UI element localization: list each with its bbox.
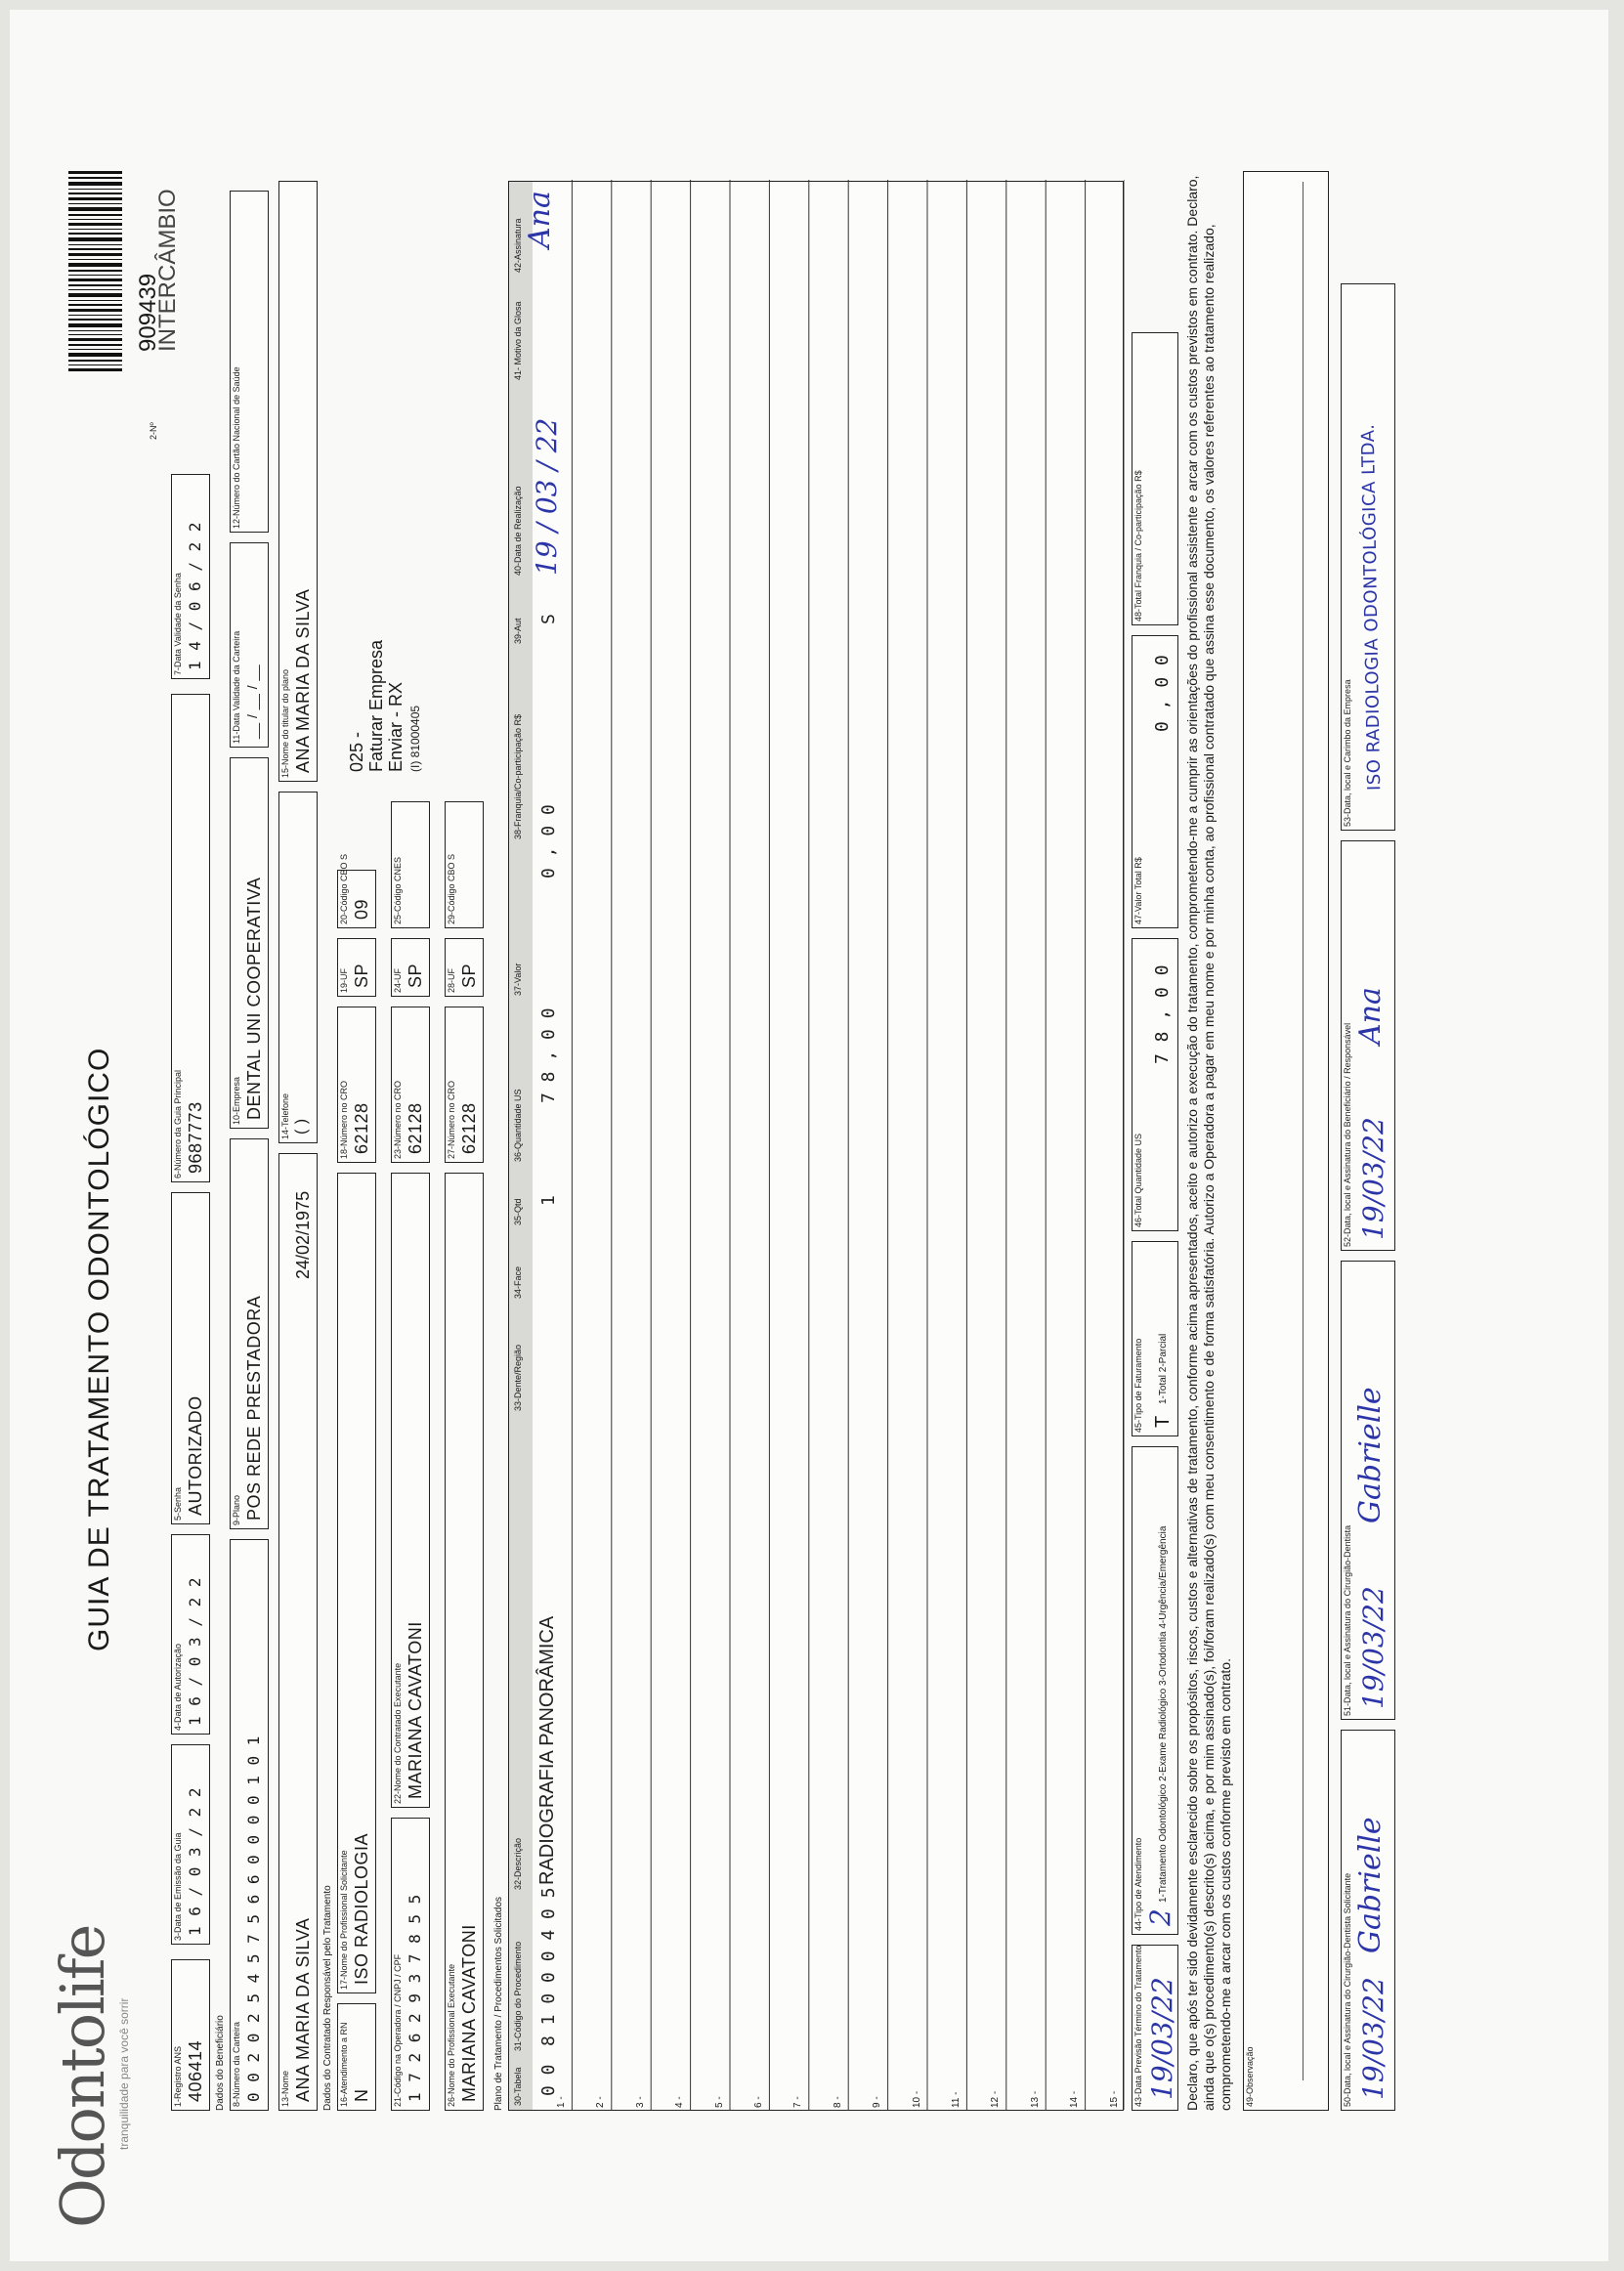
field-20-cbo: 20-Código CBO S 09 [337, 870, 376, 928]
col-dente: 33-Dente/Região [513, 1344, 523, 1411]
col-face: 34-Face [513, 1265, 523, 1299]
row-number: 5 - [713, 2096, 725, 2108]
field-15-titular: 15-Nome do titular do plano ANA MARIA DA SILVA [278, 181, 318, 782]
birth-date: 24/02/1975 [293, 1190, 313, 1279]
col-aut: 39-Aut [513, 618, 523, 644]
procedures-grid [509, 180, 1125, 2110]
row-number: 11 - [951, 2091, 962, 2108]
row-number: 13 - [1029, 2090, 1041, 2108]
col-valor: 37-Valor [513, 963, 523, 996]
col-qtd: 35-Qtd [513, 1198, 523, 1225]
logo-tagline: tranquilidade para você sorrir [117, 1997, 131, 2150]
field-48-total-franquia: 48-Total Franquia / Co-participação R$ [1132, 332, 1178, 625]
field-45-tipo-faturamento: 45-Tipo de Faturamento T 1-Total 2-Parcial [1132, 1241, 1178, 1436]
row-number: 7 - [792, 2096, 804, 2108]
col-descricao: 32-Descrição [513, 1837, 523, 1890]
procedures-table [508, 181, 1124, 2111]
section-beneficiario: Dados do Beneficiário [215, 2015, 226, 2111]
row-number: 2 - [595, 2096, 607, 2108]
row-number: 12 - [990, 2090, 1002, 2108]
field-11-validade-carteira: 11-Data Validade da Carteira __ / __ / __ [230, 542, 269, 748]
row-number: 9 - [872, 2096, 883, 2108]
field-26-profissional-executante: 26-Nome do Profissional Executante MARIANA CAVATONI [445, 1173, 484, 2111]
odontolife-logo [49, 1915, 166, 2228]
field-46-total-us: 46-Total Quantidade US 7 8 , 0 0 [1132, 938, 1178, 1231]
field-50-assinatura-solicitante: 50-Data, local e Assinatura do Cirurgião-Dentista Solicitante 19/03/22 Gabrielle [1341, 1730, 1395, 2111]
guide-type: INTERCÂMBIO [154, 189, 181, 352]
section-procedimentos: Plano de Tratamento / Procedimentos Solicitados [493, 1896, 504, 2111]
row1-descricao: RADIOGRAFIA PANORÂMICA [536, 1615, 558, 1885]
field-7-validade-senha: 7-Data Validade da Senha 1 4 / 0 6 / 2 2 [171, 474, 210, 679]
row1-data-realizacao: 19 / 03 / 22 [531, 417, 563, 576]
field-8-carteira: 8-Número da Carteira 0 0 2 0 2 5 4 5 7 5 6 6 0 0 0 0 1 0 1 [230, 1539, 269, 2111]
field-13-nome: 13-Nome ANA MARIA DA SILVA 24/02/1975 [278, 1153, 318, 2111]
field-22-contratado-executante: 22-Nome do Contratado Executante MARIANA CAVATONI [391, 1173, 430, 1808]
logo-text: Odontolife [47, 1925, 118, 2228]
col-franquia: 38-Franquia/Co-participação R$ [513, 713, 523, 839]
field-16-rn: 16-Atendimento a RN N [337, 2003, 376, 2111]
guide-number: 909439 [135, 273, 161, 352]
scanned-document [10, 10, 1608, 2261]
field-19-uf: 19-UF SP [337, 938, 376, 997]
field-49-observacao: 49-Observação [1243, 171, 1329, 2111]
col-data-realizacao: 40-Data de Realização [513, 486, 523, 576]
field-10-empresa: 10-Empresa DENTAL UNI COOPERATIVA [230, 757, 269, 1129]
section-contratado: Dados do Contratado Responsável pelo Tratamento [322, 1885, 333, 2111]
row-number: 10 - [911, 2090, 922, 2108]
field-12-cartao-nacional: 12-Número do Cartão Nacional de Saúde [230, 191, 269, 533]
row-number: 14 - [1069, 2090, 1081, 2108]
row1-codigo: 8 1 0 0 0 4 0 5 [538, 1887, 559, 2046]
field-18-cro: 18-Número no CRO 62128 [337, 1007, 376, 1163]
field-5-senha: 5-Senha AUTORIZADO [171, 1192, 210, 1524]
barcode [68, 78, 122, 371]
field-24-uf: 24-UF SP [391, 938, 430, 997]
row1-tabela: 0 0 [538, 2064, 559, 2096]
field-23-cro: 23-Número no CRO 62128 [391, 1007, 430, 1163]
field-9-plano: 9-Plano POS REDE PRESTADORA [230, 1138, 269, 1529]
field-28-uf: 28-UF SP [445, 938, 484, 997]
col-codigo: 31-Código do Procedimento [513, 1941, 523, 2051]
field-14-telefone: 14-Telefone ( ) [278, 792, 318, 1143]
row-number: 4 - [674, 2096, 686, 2108]
number-label: 2-Nº [149, 422, 158, 440]
row-number: 3 - [634, 2096, 646, 2108]
form-sheet [10, 20, 1593, 2257]
field-4-data-autorizacao: 4-Data de Autorização 1 6 / 0 3 / 2 2 [171, 1534, 210, 1735]
field-29-cbo: 29-Código CBO S [445, 801, 484, 928]
row1-qtd-us: 7 8 , 0 0 [538, 1007, 559, 1103]
field-47-valor-total: 47-Valor Total R$ 0 , 0 0 [1132, 635, 1178, 928]
billing-note: 025 - Faturar Empresa Enviar - RX (I) 81000405 [347, 639, 422, 772]
field-25-cnes: 25-Código CNES [391, 801, 430, 928]
field-44-tipo-atendimento: 44-Tipo de Atendimento 2 1-Tratamento Odontológico 2-Exame Radiológico 3-Ortodontia 4-Urgência/Emergência [1132, 1446, 1178, 1935]
field-52-assinatura-beneficiario: 52-Data, local e Assinatura do Beneficiário / Responsável 19/03/22 Ana [1341, 840, 1395, 1251]
row-number: 6 - [753, 2096, 764, 2108]
field-53-carimbo-empresa: 53-Data, local e Carimbo da Empresa ISO RADIOLOGIA ODONTOLÓGICA LTDA. [1341, 283, 1395, 831]
company-stamp: ISO RADIOLOGIA ODONTOLÓGICA LTDA. [1357, 423, 1386, 792]
row1-valor: 0 , 0 0 [538, 804, 559, 878]
field-43-previsao-termino: 43-Data Previsão Término do Tratamento 19/03/22 [1132, 1945, 1178, 2111]
field-17-solicitante: 17-Nome do Profissional Solicitante ISO RADIOLOGIA [337, 1173, 376, 1993]
col-tabela: 30-Tabela [513, 2067, 523, 2106]
field-1-registro-ans: 1-Registro ANS 406414 [171, 1959, 210, 2111]
col-assinatura: 42-Assinatura [513, 218, 523, 273]
field-3-data-emissao: 3-Data de Emissão da Guia 1 6 / 0 3 / 2 2 [171, 1744, 210, 1945]
field-21-codigo-operadora: 21-Código na Operadora / CNPJ / CPF 1 7 2 6 2 9 3 7 8 5 5 [391, 1818, 430, 2111]
row-number: 1 - [556, 2096, 567, 2108]
field-51-assinatura-dentista: 51-Data, local e Assinatura do Cirurgião-Dentista 19/03/22 Gabrielle [1341, 1261, 1395, 1720]
row-number: 15 - [1108, 2090, 1120, 2108]
form-title: GUIA DE TRATAMENTO ODONTOLÓGICO [83, 1047, 115, 1651]
row1-qtd: 1 [538, 1195, 559, 1206]
row1-assinatura: Ana [523, 191, 557, 248]
col-motivo-glosa: 41- Motivo da Glosa [513, 301, 523, 380]
row-number: 8 - [832, 2096, 843, 2108]
field-27-cro: 27-Número no CRO 62128 [445, 1007, 484, 1163]
col-qtd-us: 36-Quantidade US [513, 1089, 523, 1162]
row1-aut: S [538, 614, 559, 624]
field-6-guia-principal: 6-Número da Guia Principal 9687773 [171, 694, 210, 1182]
declaration-text: Declaro, que após ter sido devidamente esclarecido sobre os propósitos, riscos, custos e alternativas de tratamento, conforme acima apresentados, aceito e autorizo a execução do tratamento, comprometendo-me a cumprir as orientações do profissional assistente e arcar com os custos previstos em contrato. Declaro, ainda que o(s) procedimento(s) descrito(s) acima, e por mim assinado(s), foi/foram realizado(s) com meu consentimento e de forma satisfatória. Autorizo a Operadora a pagar em meu nome e por minha conta, ao profissional contratado que assina esse documento, os valores referentes ao tratamento realizado, comprometendo-me a arcar com os custos conforme previsto em contrato. [1184, 175, 1233, 2111]
